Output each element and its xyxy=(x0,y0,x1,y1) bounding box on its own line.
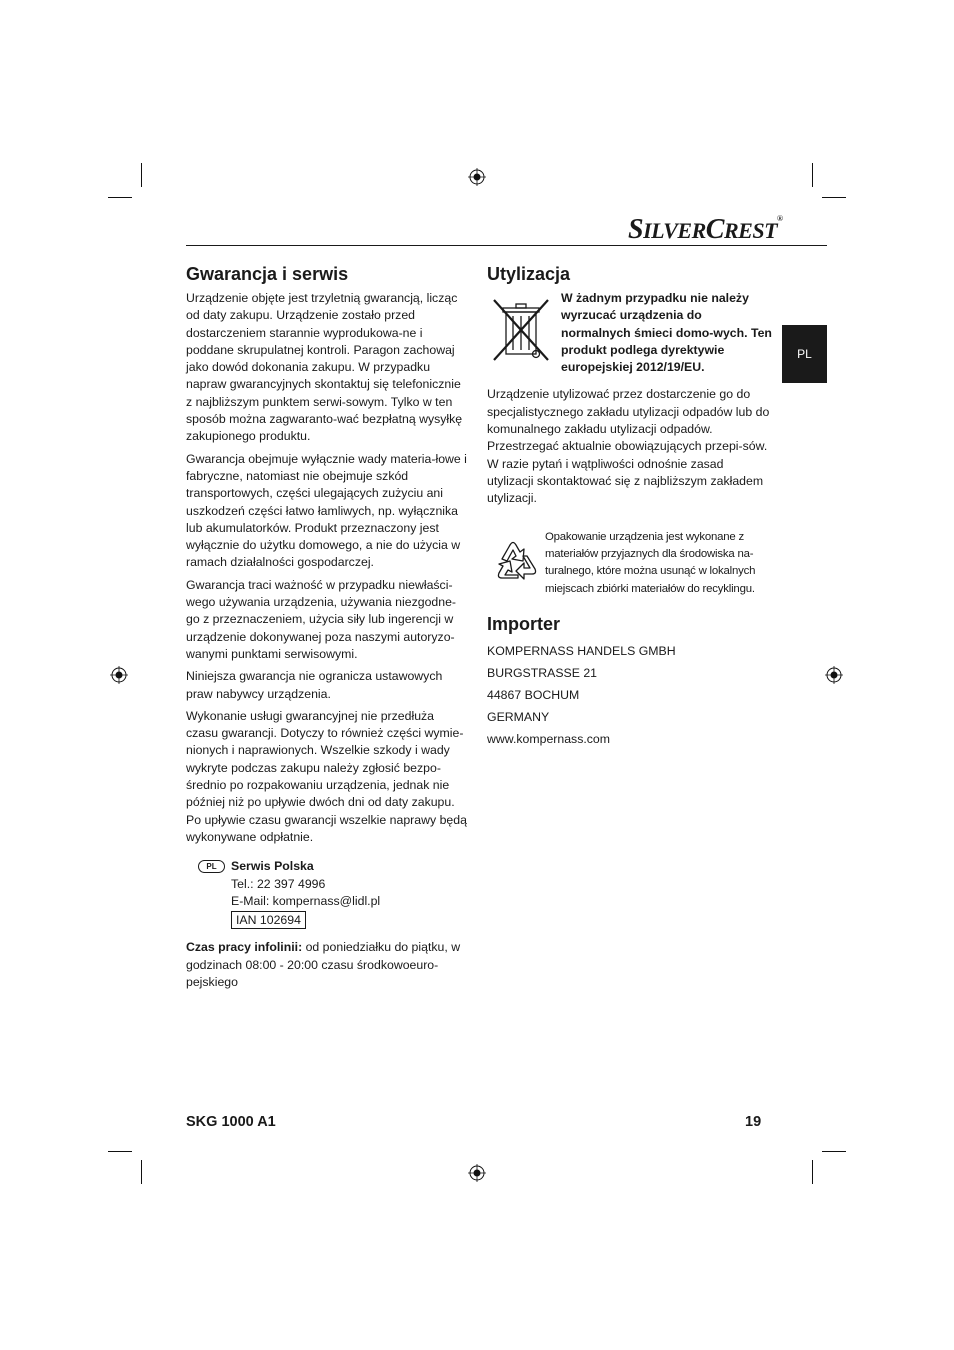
warranty-paragraph: Gwarancja traci ważność w przypadku niewłaści-wego używania urządzenia, używania niezgodne-go z przeznaczeniem, użycia siły lub ingerencji w urządzenie dokonywanej poza naszymi autoryzo-wanymi punktami serwisowymi. xyxy=(186,577,457,661)
registration-mark-icon xyxy=(468,1164,486,1182)
crop-mark xyxy=(141,163,142,187)
service-email: E-Mail: kompernass@lidl.pl xyxy=(231,893,381,908)
disposal-text: Urządzenie utylizować przez dostarczenie go do specjalistycznego zakładu utylizacji odpadów lub do komunalnego zakładu utylizacji odpadów. Przestrzegać aktualnie obowiązujących przepi-sów. W razie pytań i wątpliwości odnośnie zasad utylizacji skontaktować się z najbliższym zakładem utylizacji. xyxy=(487,387,770,506)
disposal-heading: Utylizacja xyxy=(487,264,571,284)
hotline-hours: Czas pracy infolinii: od poniedziałku do piątku, w godzinach 08:00 - 20:00 czasu środkowoeuro-pejskiego xyxy=(186,940,461,989)
importer-section xyxy=(487,612,772,750)
crop-mark xyxy=(822,1151,846,1152)
weee-notice xyxy=(487,290,772,376)
importer-street: BURGSTRASSE 21 xyxy=(487,666,598,681)
ian-number: IAN 102694 xyxy=(231,911,306,929)
weee-text: W żadnym przypadku nie należy wyrzucać urządzenia do normalnych śmieci domo-wych. Ten produkt podlega dyrektywie europejskiej 2012/19/EU. xyxy=(561,291,772,375)
page-number: 19 xyxy=(745,1114,762,1130)
importer-website: www.kompernass.com xyxy=(487,732,611,747)
recycling-icon xyxy=(488,537,538,585)
warranty-heading: Gwarancja i serwis xyxy=(186,264,349,284)
language-tab: PL xyxy=(782,325,827,383)
warranty-paragraph: Urządzenie objęte jest trzyletnią gwarancją, licząc od daty zakupu. Urządzenie zostało przed dostarczeniem starannie wyprodukowa-ne i poddane skrupulatnej kontroli. Paragon zachowaj jako dowód dokonania zakupu. W przypadku napraw gwarancyjnych skontaktuj się telefonicznie z najbliższym punktem serwi-sowym. Tylko w ten sposób można zagwaranto-wać bezpłatną wysyłkę zakupionego produktu. xyxy=(186,291,463,444)
crop-mark xyxy=(822,197,846,198)
service-contact xyxy=(186,858,468,929)
packaging-text: Opakowanie urządzenia jest wykonane z materiałów przyjaznych dla środowiska na-turalnego, które można usunąć w lokalnych miejscach zbiórki materiałów do recyklingu. xyxy=(545,530,756,595)
warranty-column xyxy=(186,262,468,991)
packaging-notice xyxy=(487,529,772,599)
crossed-bin-icon xyxy=(491,294,551,364)
crop-mark xyxy=(812,1160,813,1184)
model-number: SKG 1000 A1 xyxy=(186,1114,276,1130)
crop-mark xyxy=(141,1160,142,1184)
service-phone: Tel.: 22 397 4996 xyxy=(231,876,326,891)
disposal-column xyxy=(487,262,772,750)
service-name: Serwis Polska xyxy=(231,859,314,874)
registration-mark-icon xyxy=(110,666,128,684)
importer-heading: Importer xyxy=(487,614,561,635)
warranty-paragraph: Wykonanie usługi gwarancyjnej nie przedłuża czasu gwarancji. Dotyczy to również części wymie-nionych i naprawionych. Wszelkie szkody i wady wykryte podczas zakupu należy zgłosić bezpo-średnio po rozpakowaniu urządzenia, jednak nie później niż po upływie dwóch dni od daty zakupu. Po upływie czasu gwarancji wszelkie naprawy będą wykonywane odpłatnie. xyxy=(186,708,467,844)
importer-company: KOMPERNASS HANDELS GMBH xyxy=(487,644,676,659)
warranty-paragraph: Niniejsza gwarancja nie ogranicza ustawowych praw nabywcy urządzenia. xyxy=(186,669,443,701)
country-badge: PL xyxy=(198,860,225,873)
crop-mark xyxy=(108,197,132,198)
importer-city: 44867 BOCHUM xyxy=(487,688,580,703)
crop-mark xyxy=(108,1151,132,1152)
brand-logo: SILVERCREST® xyxy=(628,214,783,245)
crop-mark xyxy=(812,163,813,187)
registration-mark-icon xyxy=(825,666,843,684)
header-rule xyxy=(186,245,827,246)
importer-country: GERMANY xyxy=(487,710,550,725)
warranty-paragraph: Gwarancja obejmuje wyłącznie wady materia-łowe i fabryczne, natomiast nie obejmuje szkód transportowych, części ulegających zużyciu ani uszkodzeń części łatwo łamliwych, np. wyłącznika lub akumulatorków. Produkt przeznaczony jest wyłącznie do użytku domowego, a nie do użycia w ramach działalności gospodarczej. xyxy=(186,451,467,570)
registration-mark-icon xyxy=(468,168,486,186)
